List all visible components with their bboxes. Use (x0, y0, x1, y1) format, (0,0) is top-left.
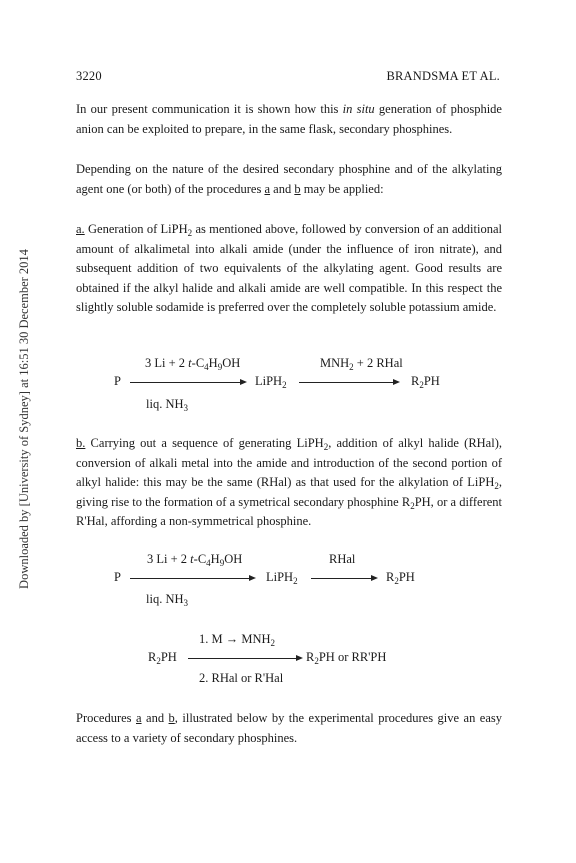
scheme-b-reagent1: 3 Li + 2 $t-C_4H_9OH$ (147, 552, 243, 568)
scheme-b-intermediate: LiPH$_2$ (266, 570, 298, 586)
paragraph-procedures: Depending on the nature of the desired secondary phosphine and of the alkylating agent one (or both) of the procedures a and b may be applied: (76, 162, 502, 196)
scheme-b-arrow2 (311, 578, 372, 579)
paragraph-procedure-a: a. Generation of LiPH$_2$ as mentioned above, followed by conversion of an additional amount of alkalimetal into alkali amide (under the influence of iron nitrate), and subsequent addition of two equivalents of the alkylating agent. Good results are obtained if the alkyl halide and alkali amide are well compatible. In this respect the slightly soluble sodamide is preferred over the completely soluble potassium amide. (76, 222, 502, 315)
scheme-a-arrowhead2 (393, 379, 400, 385)
scheme-a-arrowhead1 (240, 379, 247, 385)
procedure-b-label: b. (76, 436, 86, 450)
paragraph-conclusion: Procedures a and b, illustrated below by the experimental procedures give an easy access to a variety of secondary phosphines. (76, 711, 502, 745)
download-note: Downloaded by [University of Sydney] at 16:51 30 December 2014 (17, 249, 31, 589)
scheme-a-product: $R_2PH$ (411, 374, 440, 390)
scheme-c-arrowhead (296, 655, 303, 661)
scheme-a-reagent1: 3 Li + 2 $t-C_4H_9OH$ (145, 356, 241, 372)
scheme-b-arrow1 (130, 578, 250, 579)
scheme-b-reagent2: RHal (329, 552, 356, 566)
paragraph-procedure-b: b. Carrying out a sequence of generating LiPH$_2$, addition of alkyl halide (RHal), conversion of alkali metal into the amide and introduction of the second portion of alkyl halide: this may be the same (RHal) as that used for the alkylation of LiPH$_2$, giving rise to the formation of a symetrical secondary phosphine $R_2PH$, or a different R'Hal, affording a non-symmetrical phosphine. (76, 436, 502, 529)
scheme-c-start: $R_2PH$ (148, 650, 177, 666)
scheme-b-arrowhead1 (249, 575, 256, 581)
paragraph-intro: In our present communication it is shown how this in situ generation of phosphide anion can be exploited to prepare, in the same flask, secondary phosphines. (76, 102, 502, 136)
scheme-c-reagent-step2: 2. RHal or R'Hal (199, 671, 284, 685)
scheme-b-start: P (114, 570, 121, 584)
scheme-a-solvent: liq. $NH_3$ (146, 397, 188, 413)
scheme-a-arrow1 (130, 382, 241, 383)
scheme-b-arrowhead2 (371, 575, 378, 581)
scheme-c-reagent-step1: 1. $M \to MNH_2$ (199, 632, 276, 648)
scheme-a-intermediate: LiPH$_2$ (255, 374, 287, 390)
running-head: BRANDSMA ET AL. (386, 69, 500, 83)
scheme-a-start: P (114, 374, 121, 388)
scheme-c-products: $R_2PH$ or RR'PH (306, 650, 387, 666)
procedure-a-label: a. (76, 222, 85, 236)
scheme-a-arrow2 (299, 382, 394, 383)
scheme-a-reagent2: $MNH_2 + 2$ RHal (320, 356, 403, 372)
scheme-b-product: $R_2PH$ (386, 570, 415, 586)
scheme-c-arrow (188, 658, 297, 659)
scheme-b-solvent: liq. $NH_3$ (146, 592, 188, 608)
page-number: 3220 (76, 69, 102, 83)
